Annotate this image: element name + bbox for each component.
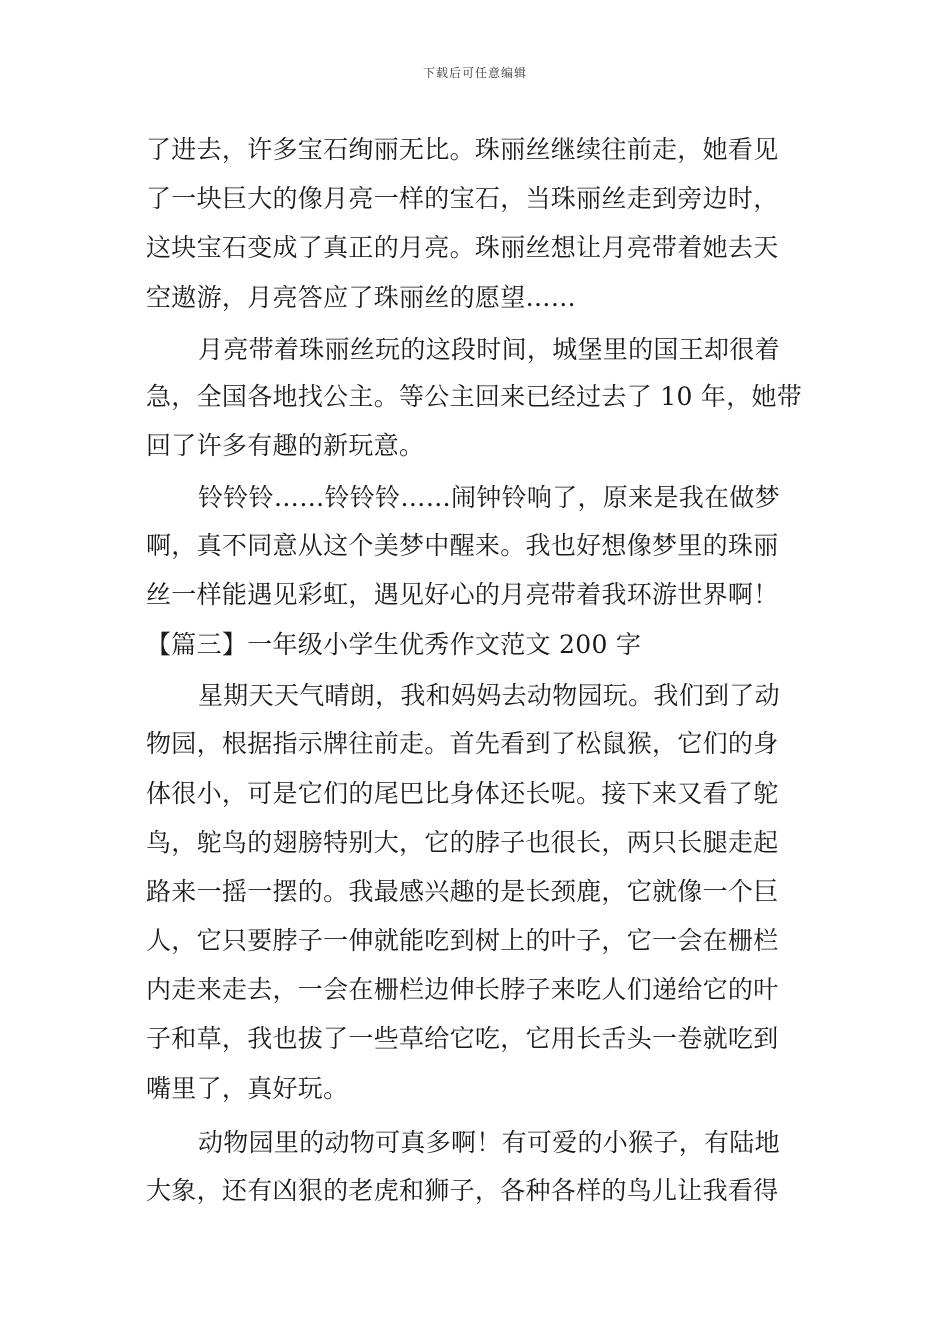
text-line: 子和草，我也拔了一些草给它吃，它用长舌头一卷就吃到: [146, 1024, 779, 1053]
text-line: 了进去，许多宝石绚丽无比。珠丽丝继续往前走，她看见: [146, 135, 779, 164]
text-line: 人，它只要脖子一伸就能吃到树上的叶子，它一会在栅栏: [146, 926, 779, 955]
text-line: 急，全国各地找公主。等公主回来已经过去了 10 年，她带: [146, 382, 803, 411]
text-line: 丝一样能遇见彩虹，遇见好心的月亮带着我环游世界啊！: [146, 580, 779, 609]
text-line: 星期天天气晴朗，我和妈妈去动物园玩。我们到了动: [198, 681, 780, 710]
text-line: 物园，根据指示牌往前走。首先看到了松鼠猴，它们的身: [146, 729, 779, 758]
text-line: 这块宝石变成了真正的月亮。珠丽丝想让月亮带着她去天: [146, 233, 779, 262]
text-line: 空遨游，月亮答应了珠丽丝的愿望……: [146, 283, 577, 312]
text-line: 回了许多有趣的新玩意。: [146, 431, 425, 460]
text-line: 体很小，可是它们的尾巴比身体还长呢。接下来又看了鸵: [146, 779, 779, 808]
text-line: 鸟，鸵鸟的翅膀特别大，它的脖子也很长，两只长腿走起: [146, 828, 779, 857]
page-header: 下载后可任意编辑: [422, 66, 527, 80]
text-line: 嘴里了，真好玩。: [146, 1074, 349, 1103]
text-line: 铃铃铃……铃铃铃……闹钟铃响了，原来是我在做梦: [198, 483, 780, 512]
text-line: 路来一摇一摆的。我最感兴趣的是长颈鹿，它就像一个巨: [146, 877, 779, 906]
text-line: 啊，真不同意从这个美梦中醒来。我也好想像梦里的珠丽: [146, 531, 779, 560]
section-heading: 【篇三】一年级小学生优秀作文范文 200 字: [146, 630, 642, 659]
text-line: 动物园里的动物可真多啊！有可爱的小猴子，有陆地: [198, 1128, 780, 1157]
text-line: 内走来走去，一会在栅栏边伸长脖子来吃人们递给它的叶: [146, 975, 779, 1004]
text-line: 了一块巨大的像月亮一样的宝石，当珠丽丝走到旁边时，: [146, 184, 779, 213]
text-line: 月亮带着珠丽丝玩的这段时间，城堡里的国王却很着: [198, 335, 780, 364]
text-line: 大象，还有凶狠的老虎和狮子，各种各样的鸟儿让我看得: [146, 1176, 779, 1205]
